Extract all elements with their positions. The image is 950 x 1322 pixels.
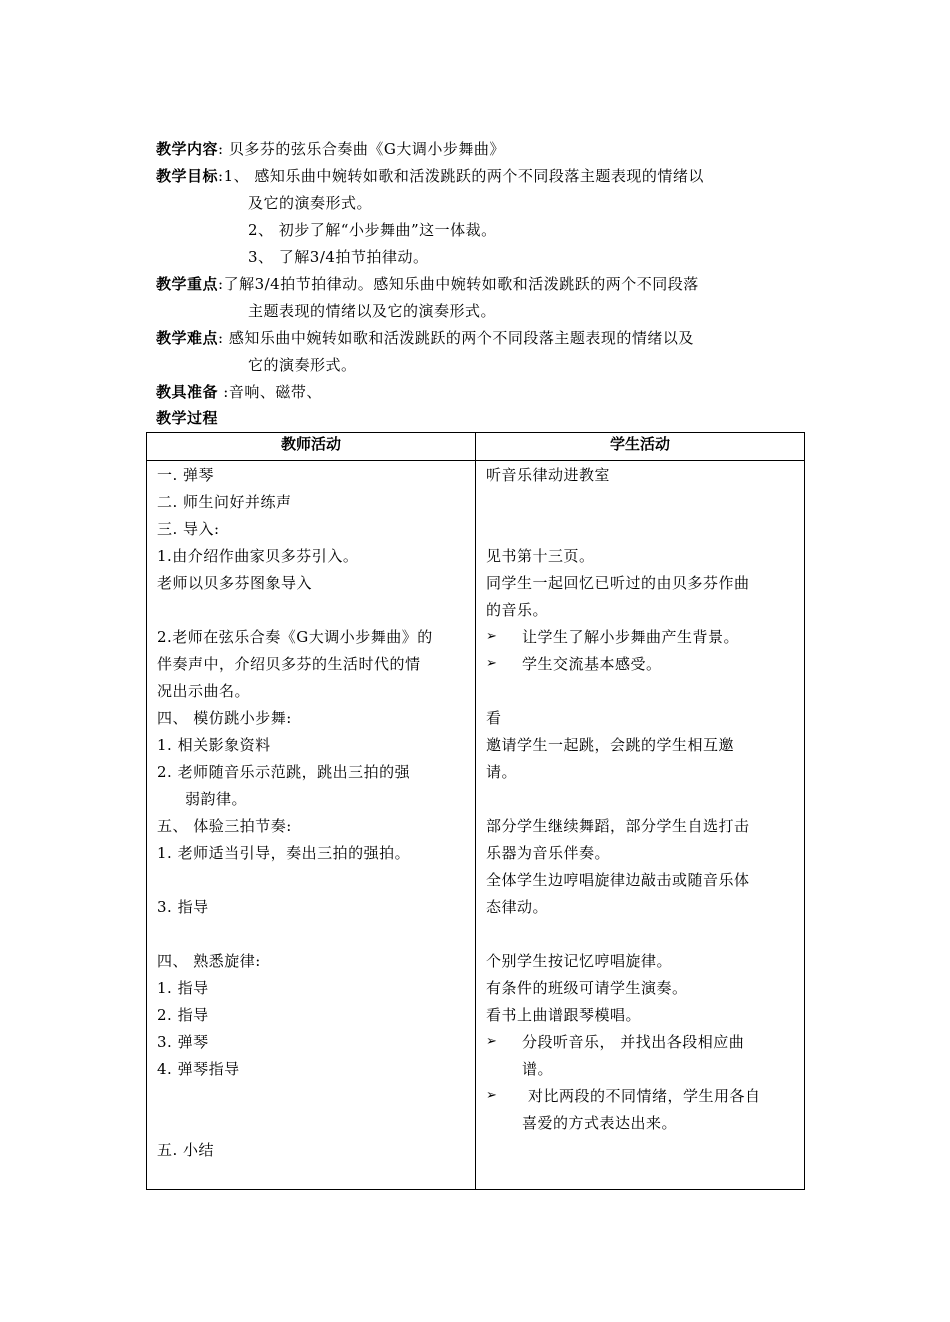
bullet-arrow-icon: ➢ — [486, 1034, 497, 1049]
content-sep: : — [218, 140, 224, 158]
key-points-sep: : — [218, 275, 224, 293]
teacher-line: 三. 导入: — [157, 520, 220, 538]
goals-label: 教学目标 — [156, 167, 219, 185]
table-body-row — [147, 461, 805, 1190]
table-header-row — [147, 433, 805, 461]
teacher-line: 一. 弹琴 — [157, 466, 215, 484]
student-line: 个别学生按记忆哼唱旋律。 — [486, 952, 673, 970]
materials-label: 教具准备 — [156, 383, 219, 401]
key-points-label: 教学重点 — [156, 275, 219, 293]
teacher-line: 弱韵律。 — [185, 790, 248, 808]
teacher-line: 四、 模仿跳小步舞: — [157, 709, 292, 727]
student-line: 看书上曲谱跟琴模唱。 — [486, 1006, 642, 1024]
bullet-arrow-icon: ➢ — [486, 629, 497, 644]
teacher-line: 四、 熟悉旋律: — [157, 952, 261, 970]
student-line: 分段听音乐， 并找出各段相应曲 — [522, 1033, 745, 1051]
teacher-line: 二. 师生问好并练声 — [157, 493, 292, 511]
teacher-line: 1. 老师适当引导，奏出三拍的强拍。 — [157, 844, 411, 862]
bullet-arrow-icon: ➢ — [486, 656, 497, 671]
student-line: 喜爱的方式表达出来。 — [522, 1114, 678, 1132]
teacher-line: 3. 指导 — [157, 898, 209, 916]
teacher-activity-cell — [147, 461, 476, 1190]
difficulties-label: 教学难点 — [156, 329, 219, 347]
difficulties-cont: 它的演奏形式。 — [248, 356, 357, 374]
student-line: 请。 — [486, 763, 518, 781]
process-label: 教学过程 — [156, 409, 219, 427]
teacher-line: 2.老师在弦乐合奏《G大调小步舞曲》的 — [157, 628, 433, 646]
student-line: 的音乐。 — [486, 601, 549, 619]
key-points-cont: 主题表现的情绪以及它的演奏形式。 — [248, 302, 497, 320]
teacher-line: 2. 老师随音乐示范跳，跳出三拍的强 — [157, 763, 411, 781]
teacher-line: 1. 指导 — [157, 979, 209, 997]
student-line: 对比两段的不同情绪，学生用各自 — [528, 1087, 761, 1105]
teacher-line: 五. 小结 — [157, 1141, 215, 1159]
difficulties-text: 感知乐曲中婉转如歌和活泼跳跃的两个不同段落主题表现的情绪以及 — [228, 329, 694, 347]
content-label: 教学内容 — [156, 140, 219, 158]
goal-item-1: 1、 感知乐曲中婉转如歌和活泼跳跃的两个不同段落主题表现的情绪以 — [223, 167, 704, 185]
goals-line — [156, 163, 704, 189]
student-line: 看 — [486, 709, 502, 727]
content-line — [156, 136, 505, 162]
bullet-arrow-icon: ➢ — [486, 1088, 497, 1103]
student-line: 让学生了解小步舞曲产生背景。 — [522, 628, 740, 646]
student-line: 全体学生边哼唱旋律边敲击或随音乐体 — [486, 871, 750, 889]
key-points-text: 了解3/4拍节拍律动。感知乐曲中婉转如歌和活泼跳跃的两个不同段落 — [223, 275, 699, 293]
materials-sep: : — [223, 383, 229, 401]
student-line: 听音乐律动进教室 — [486, 466, 611, 484]
goal-item-2: 2、 初步了解“小步舞曲”这一体裁。 — [248, 221, 497, 239]
teacher-line: 老师以贝多芬图象导入 — [157, 574, 313, 592]
teacher-line: 1. 相关影象资料 — [157, 736, 271, 754]
teacher-line: 1.由介绍作曲家贝多芬引入。 — [157, 547, 359, 565]
student-line: 部分学生继续舞蹈，部分学生自选打击 — [486, 817, 750, 835]
materials-text: 音响、磁带、 — [228, 383, 322, 401]
student-line: 有条件的班级可请学生演奏。 — [486, 979, 688, 997]
student-line: 邀请学生一起跳，会跳的学生相互邀 — [486, 736, 735, 754]
goal-item-3: 3、 了解3/4拍节拍律动。 — [248, 248, 429, 266]
content-text: 贝多芬的弦乐合奏曲《G大调小步舞曲》 — [228, 140, 505, 158]
difficulties-sep: : — [218, 329, 224, 347]
student-line: 乐器为音乐伴奏。 — [486, 844, 611, 862]
teacher-line: 3. 弹琴 — [157, 1033, 209, 1051]
goals-sep: : — [218, 167, 224, 185]
key-points-line — [156, 271, 699, 297]
student-line: 态律动。 — [486, 898, 549, 916]
student-line: 见书第十三页。 — [486, 547, 595, 565]
teacher-line: 伴奏声中，介绍贝多芬的生活时代的情 — [157, 655, 421, 673]
teacher-line: 况出示曲名。 — [157, 682, 251, 700]
student-line: 谱。 — [522, 1060, 554, 1078]
difficulties-line — [156, 325, 694, 351]
process-line — [156, 405, 218, 431]
student-activity-header: 学生活动 — [476, 433, 805, 461]
student-line: 学生交流基本感受。 — [522, 655, 662, 673]
student-activity-cell — [476, 461, 805, 1190]
goal-item-1-cont: 及它的演奏形式。 — [248, 194, 373, 212]
teacher-line: 2. 指导 — [157, 1006, 209, 1024]
student-line: 同学生一起回忆已听过的由贝多芬作曲 — [486, 574, 750, 592]
process-table — [146, 432, 805, 1190]
materials-line — [156, 379, 322, 405]
teacher-activity-header: 教师活动 — [147, 433, 476, 461]
teacher-line: 4. 弹琴指导 — [157, 1060, 240, 1078]
teacher-line: 五、 体验三拍节奏: — [157, 817, 292, 835]
